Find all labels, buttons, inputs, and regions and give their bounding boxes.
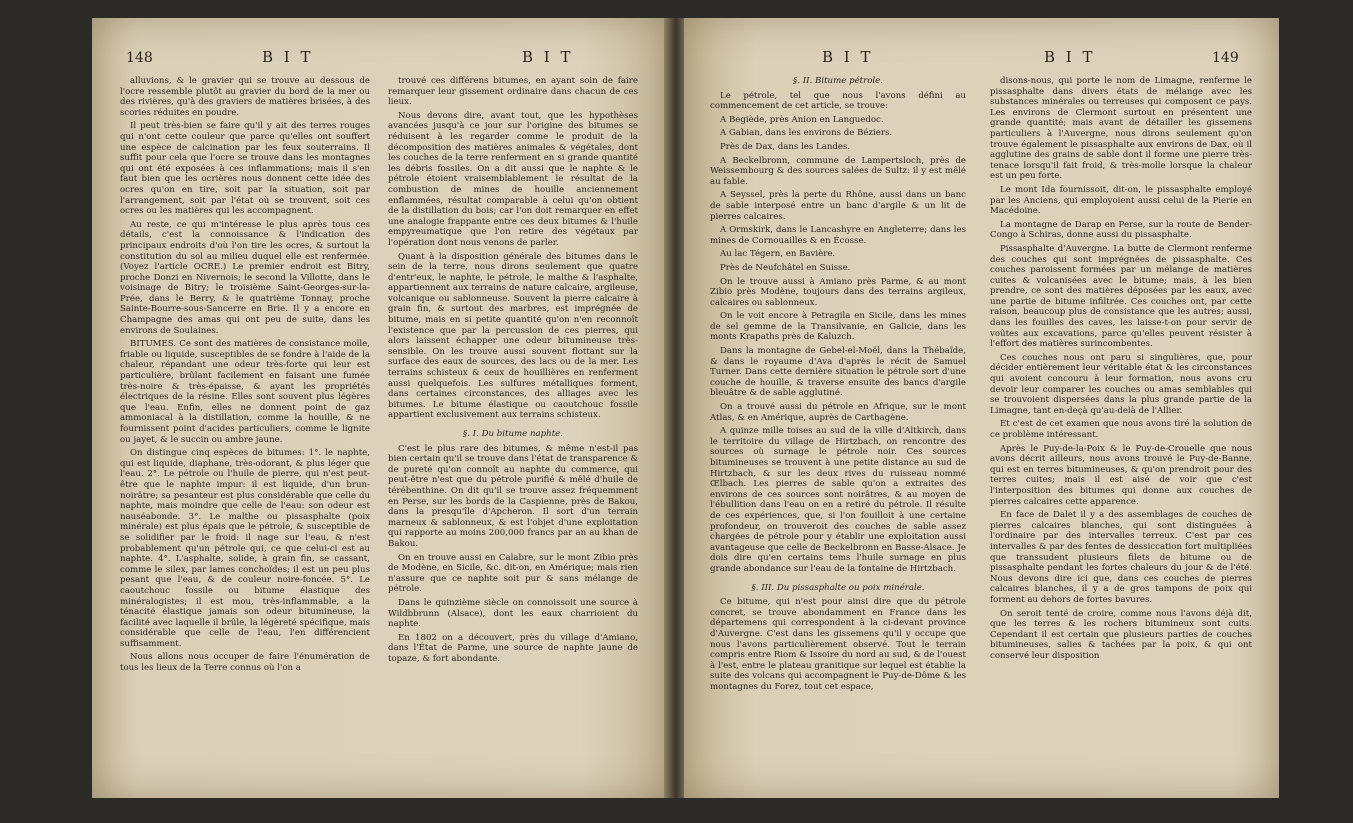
paragraph: trouvé ces différens bitumes, en ayant soin de faire remarquer leur gissement ordinaire dans chacun de ces lieux. [388, 76, 638, 108]
running-head-right-2: B I T [1044, 48, 1096, 66]
page-number-left: 148 [126, 50, 153, 66]
paragraph: A Begiède, près Anion en Languedoc. [720, 114, 884, 125]
page-number-right: 149 [1212, 50, 1239, 66]
paragraph: Quant à la disposition générale des bitumes dans le sein de la terre, nous dirons seulement que quatre d'entr'eux, le naphte, le pétrole, le malthe & l'asphalte, appartiennent aux terrains de nature calcaire, argileuse, volcanique ou sablonneuse. Souvent la pierre calcaire à grain fin, & surtout des marbres, est imprégnée de bitume, mais en si petite quantité qu'on n'en reconnoît l'existence que par la percussion de ces pierres, qui alors laissent échapper une odeur bitumineuse très-sensible. On les trouve aussi souvent flottant sur la surface des eaux de sources, des lacs ou de la mer. Les terrains schisteux & ceux de houillières en renferment aussi quelquefois. Les sulfures métalliques forment, dans certaines circonstances, des alliages avec les bitumes. Le bitume élastique ou caoutchouc fossile appartient exclusivement aux terrains schisteux. [388, 251, 638, 421]
paragraph: A quinze mille toises au sud de la ville d'Altkirch, dans le territoire du village de Hirtzbach, on rencontre des sources où surnage le pétrole noir. Ces sources bitumineuses se trouvent à une petite distance au sud de Hirtzbach, & sur les deux rives du ruisseau nommé Œlbach. Les pierres de sable qu'on a extraites des environs de ces sources sont noirâtres, & au moyen de l'ébullition dans l'eau on en a retiré du pétrole. Il résulte de ces expériences, que, si l'on fouilloit à une certaine profondeur, on trouveroit des couches de sable assez chargées de pétrole pour y établir une exploitation aussi avantageuse que celle de Beckelbronn en Basse-Alsace. Je dois dire qu'en certains tems l'huile surnage en plus grande abondance sur l'eau de la fontaine de Hirtzbach. [710, 426, 966, 574]
paragraph: Le mont Ida fournissoit, dit-on, le pissasphalte employé par les Anciens, qui employoient aussi celui de la Pierie en Macédoine. [990, 184, 1252, 217]
paragraph: disons-nous, qui porte le nom de Limagne, renferme le pissasphalte dans divers états de mélange avec les substances minérales ou terreuses qui composent ce pays. Les environs de Clermont surtout en présentent une grande quantité; mais avant de détailler les gissemens particuliers à l'Auvergne, nous dirons seulement qu'on trouve également le pissasphalte aux environs de Dax, où il agglutine des grains de sable dont il forme une pierre très-tenace lorsqu'il fait froid, & très-molle lorsque la chaleur est un peu forte. [990, 76, 1252, 182]
paragraph: On distingue cinq espèces de bitumes: 1°. le naphte, qui est liquide, diaphane, très-odorant, & plus léger que l'eau. 2°. Le pétrole ou l'huile de pierre, qui n'est peut-être que le naphte impur: il est liquide, d'un brun-noirâtre; sa pesanteur est plus considérable que celle du naphte, mais moindre que celle de l'eau: son odeur est nauséabonde. 3°. Le malthe ou pissasphalte (poix minérale) est plus épais que le pétrole, & susceptible de se solidifier par le froid: il nage sur l'eau, & n'est probablement qu'un pétrole qui, ce que celui-ci est au naphte. 4°. L'asphalte, solide, à grain fin, se cassant, comme le silex, par lames conchoïdes; il est un peu plus pesant que l'eau, & de couleur noire-foncée. 5°. Le caoutchouc fossile ou bitume élastique des minéralogistes; il est mou, très-inflammable, a la ténacité élastique jamais son odeur bitumineuse, la facilité avec laquelle il brûle, la légèreté spécifique, mais considérable que celle de l'eau, l'en différencient suffisamment. [120, 448, 370, 649]
paragraph: En face de Dalet il y a des assemblages de couches de pierres calcaires blanches, qui sont distinguées à l'ordinaire par des intervalles terreux. C'est par ces intervalles & par des fentes de dessiccation fort multipliées que transsudent plusieurs filets de bitume ou de pissasphalte pendant les fortes chaleurs du jour & de l'été. Nous devons dire ici que, dans ces couches de pierres calcaires blanches, il y a de gros tampons de poix qui forment au dehors de fortes bavures. [990, 510, 1252, 605]
right-page [684, 18, 1279, 798]
column-3 [710, 76, 966, 796]
paragraph: A Beckelbronn, commune de Lampertsloch, près de Weissembourg & des sources salées de Sultz: il y est mêlé au fable. [710, 155, 966, 187]
paragraph: Et c'est de cet examen que nous avons tiré la solution de ce problème intéressant. [990, 419, 1252, 440]
paragraph: Ce bitume, qui n'est pour ainsi dire que du pétrole concret, se trouve abondamment en France dans les départemens qui correspondent à la ci-devant province d'Auvergne. C'est dans les gissemens qu'il y occupe que nous l'avons particulièrement observé. Tout le terrain compris entre Riom & Issoire du nord au sud, & de l'ouest à l'est, entre le plateau granitique sur lequel est établie la suite des volcans qui accompagnent le Puy-de-Dôme & les montagnes du Forez, tout cet espace, [710, 597, 966, 692]
column-4 [990, 76, 1252, 796]
paragraph: alluvions, & le gravier qui se trouve au dessous de l'ocre ressemble plutôt au gravier du bord de la mer ou des rivières, qu'à des graviers de matières brisées, à des scories réduites en poudre. [120, 76, 370, 118]
section-heading-naphte: §. I. Du bitume naphte. [463, 429, 563, 439]
left-page [92, 18, 667, 798]
column-1 [120, 76, 370, 796]
paragraph: On seroit tenté de croire, comme nous l'avons déjà dit, que les terres & les rochers bitumineux sont cuits. Cependant il est certain que plusieurs parties de couches bitumineuses, salies & tachées par la poix, & qui ont conservé leur disposition [990, 608, 1252, 661]
paragraph: Le pétrole, tel que nous l'avons défini au commencement de cet article, se trouve: [710, 90, 966, 112]
paragraph: On a trouvé aussi du pétrole en Afrique, sur le mont Atlas, & en Amérique, auprès de Carthagène. [710, 402, 966, 423]
running-head-left: B I T [262, 48, 314, 66]
paragraph: Au lac Tégern, en Bavière. [720, 249, 836, 260]
paragraph: C'est le plus rare des bitumes, & même n'est-il pas bien certain qu'il se trouve dans l'état de transparence & de pureté qu'on connoît au naphte du commerce, qui peut-être n'est que du pétrole purifié & mêlé d'huile de térébenthine. On dit qu'il se trouve assez fréquemment en Perse, sur les bords de la Caspienne, près de Bakou, dans la presqu'île d'Apcheron. Il sort d'un terrain marneux & sablonneux, & est l'objet d'une exploitation qui rapporte au moins 200,000 francs par an au khan de Bakou. [388, 443, 638, 549]
paragraph: On le trouve aussi à Amiano près Parme, & au mont Zibio près Modène, toujours dans des terrains argileux, calcaires ou sablonneux. [710, 276, 966, 308]
paragraph: A Seyssel, près la perte du Rhône, aussi dans un banc de sable interposé entre un banc d'argile & un lit de pierres calcaires. [710, 190, 966, 222]
paragraph: La montagne de Darap en Perse, sur la route de Bender-Congo à Schiras, donne aussi du pissasphalte. [990, 219, 1252, 241]
paragraph: Près de Dax, dans les Landes. [720, 141, 851, 152]
paragraph: Nous allons nous occuper de faire l'énumération de tous les lieux de la Terre connus où l'on a [120, 652, 370, 674]
paragraph: Dans la montagne de Gebel-el-Moël, dans la Thébaïde, & dans le royaume d'Ava d'après le récit de Samuel Turner. Dans cette dernière situation le pétrole sort d'une couche de houille, & traverse ensuite des bancs d'argile bleuâtre & de sable agglutiné. [710, 346, 966, 399]
paragraph: Ces couches nous ont paru si singulières, que, pour décider entièrement leur véritable état & les circonstances qui avoient concouru à leur formation, nous avons cru devoir leur comparer les couches ou amas semblables qui se trouvoient dispersées dans la plus grande partie de la Limagne, tant en-deçà qu'au-delà de l'Allier. [990, 352, 1252, 416]
column-2 [388, 76, 638, 796]
paragraph: BITUMES. Ce sont des matières de consistance molle, friable ou liquide, susceptibles de se fondre à l'aide de la chaleur, répandant une odeur très-forte qui leur est particulière, brûlant facilement en faisant une fumée très-noire & très-épaisse, & ayant les propriétés électriques de la résine. Elles sont souvent plus légères que l'eau. Enfin, elles ne donnent point de gaz ammoniacal à la distillation, comme la houille, & ne fournissent point d'acides particuliers, comme le lignite ou jayet, & le succin ou ambre jaune. [120, 339, 370, 445]
paragraph: Près de Neufchâtel en Suisse. [720, 262, 851, 273]
running-head-right: B I T [822, 48, 874, 66]
paragraph: Dans le quinzième siècle on connoissoit une source à Wildbbrunn (Alsace), dont les eaux charrioient du naphte. [388, 597, 638, 630]
paragraph: On le voit encore à Petragila en Sicile, dans les mines de sel gemme de la Transilvanie, en Galicie, dans les monts Krapaths près de Kaluzch. [710, 311, 966, 343]
paragraph: On en trouve aussi en Calabre, sur le mont Zibio près de Modène, en Sicile, &c. dit-on, en Amérique; mais rien n'assure que ce naphte soit pur & sans mélange de pétrole. [388, 552, 638, 595]
paragraph: Après le Puy-de-la-Poix & le Puy-de-Crouelle que nous avons décrit ailleurs, nous avons trouvé le Puy-de-Banne, qui est en terres bitumineuses, & qu'on prendroit pour des terres cuites; mais il est aisé de voir que c'est l'interposition des bitumes qui donne aux couches de pierres calcaires cette apparence. [990, 443, 1252, 507]
paragraph: En 1802 on a découvert, près du village d'Amiano, dans l'État de Parme, une source de naphte jaune de topaze, & fort abondante. [388, 632, 638, 664]
paragraph: A Gabian, dans les environs de Béziers. [720, 128, 893, 139]
section-heading-pissasphalte: §. III. Du pissasphalte ou poix minérale. [751, 582, 925, 593]
paragraph: Nous devons dire, avant tout, que les hypothèses avancées jusqu'à ce jour sur l'origine des bitumes se réduisent à les regarder comme le produit de la décomposition des matières animales & végétales, dont les couches de la terre renferment en si grande quantité les débris fossiles. On a dit aussi que le naphte & le pétrole étoient vraisemblablement le résultat de la combustion de mines de houille anciennement enflammées, résultat comparable à celui qu'on obtient de la distillation du bois; car l'on doit remarquer en effet une analogie frappante entre ces deux bitumes & l'huile empyreumatique que l'on retire des végétaux par l'opération dont nous venons de parler. [388, 110, 638, 248]
paragraph: Au reste, ce qui m'intéresse le plus après tous ces détails, c'est la connoissance & l'indication des principaux endroits d'où l'on tire les ocres, & surtout la constitution du sol au milieu duquel elle est renfermée. (Voyez l'article OCRE.) Le premier endroit est Bitry, proche Donzi en Nivernois; le second la Villotte, dans le voisinage de Bitry; le troisième Saint-Georges-sur-la-Prée, dans le Berry, & le quatrième Tonnay, proche Sainte-Bourre-sous-Sancerre en Brie. Il y a encore en Champagne des amas qui ont peu de suite, dans les environs de Soulaines. [120, 219, 370, 336]
section-heading-petrole: §. II. Bitume pétrole. [793, 76, 883, 86]
paragraph: Il peut très-bien se faire qu'il y ait des terres rouges qui n'ont cette couleur que parce qu'elles ont souffert une espèce de calcination par les feux souterrains. Il suffit pour cela que l'ocre se trouve dans les montagnes qui ont été exposées à ces inflammations; mais il s'en faut bien que les ocrières nous donnent cette idée des ocres qu'on en tire, soit par la situation, soit par l'arrangement, soit par l'état où se trouvent, soit ces ocres ou les matières qui les accompagnent. [120, 121, 370, 217]
running-head-left-2: B I T [522, 48, 574, 66]
paragraph: A Ormskirk, dans le Lancashyre en Angleterre; dans les mines de Cornouailles & en Écosse. [710, 225, 966, 246]
paragraph: Pissasphalte d'Auvergne. La butte de Clermont renferme des couches qui sont imprégnées de pissasphalte. Ces couches paroissent formées par un mélange de matières cuites & volcanisées avec le bitume; mais, à les bien prendre, ce sont des matières déposées par les eaux, avec une partie de bitume infiltrée. Ces couches ont, par cette raison, beaucoup plus de consistance que les autres; aussi, dans les fouilles des caves, les laisse-t-on pour servir de voûtes aux excavations, parce qu'elles peuvent résister à l'effort des matières surincombentes. [990, 243, 1252, 350]
